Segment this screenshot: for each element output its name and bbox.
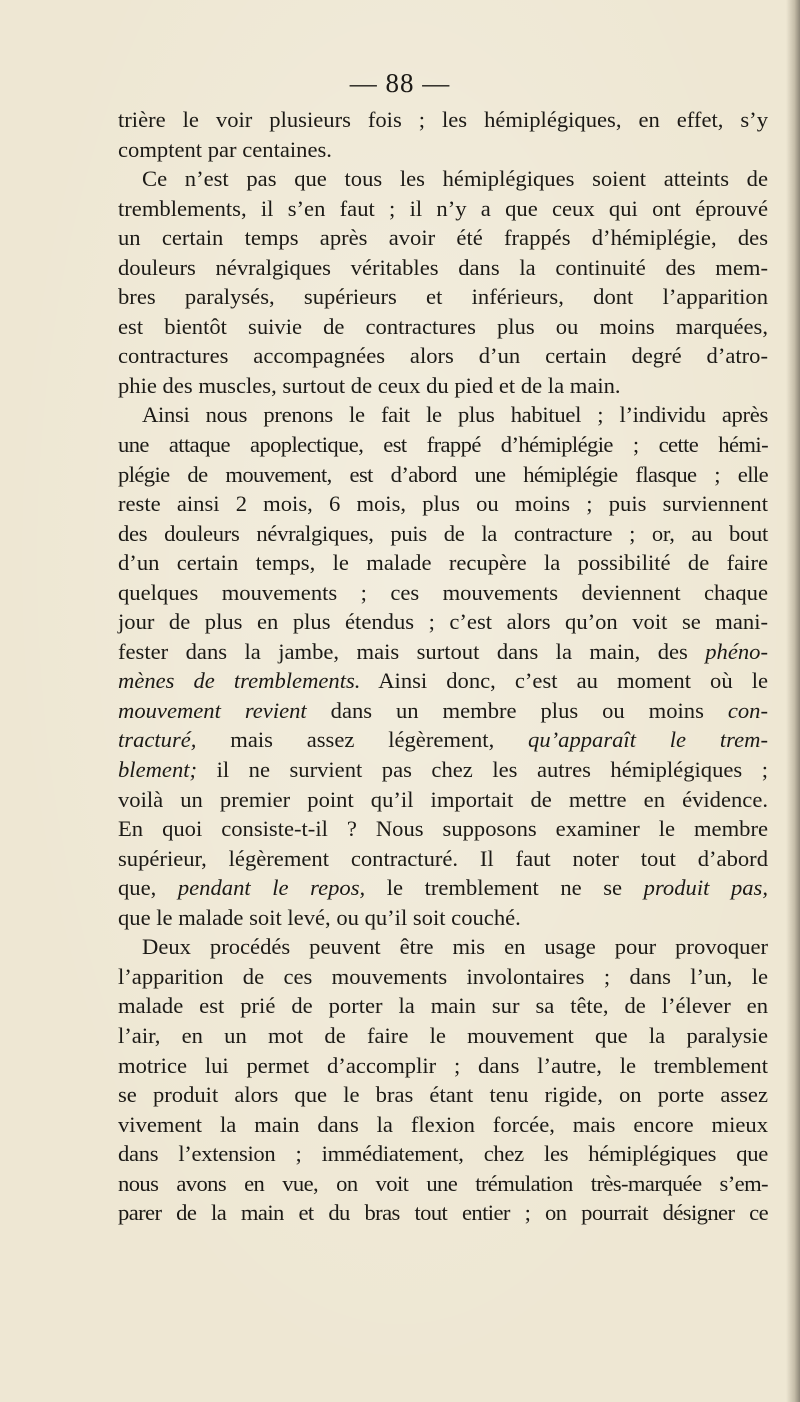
text-line: dans l’extension ; immédiatement, chez les hémiplégiques que: [118, 1141, 768, 1167]
text-line: comptent par centaines.: [118, 136, 332, 162]
page-number: — 88 —: [349, 68, 451, 98]
text-line: d’un certain temps, le malade recupère la possibilité de faire: [118, 550, 768, 576]
text-line: plégie de mouvement, est d’abord une hémiplégie flasque ; elle: [118, 461, 768, 487]
text-line: que le malade soit levé, ou qu’il soit couché.: [118, 904, 521, 930]
text-line: douleurs névralgiques véritables dans la continuité des mem-: [118, 254, 768, 280]
text-line: Deux procédés peuvent être mis en usage pour provoquer: [142, 934, 768, 960]
text-line: parer de la main et du bras tout entier ; on pourrait désigner ce: [118, 1200, 768, 1226]
italic-text: mènes de tremblements.: [118, 668, 361, 694]
body-text: [118, 105, 768, 1228]
text-line: se produit alors que le bras étant tenu rigide, on porte assez: [118, 1082, 768, 1108]
text-line: motrice lui permet d’accomplir ; dans l’autre, le tremblement: [118, 1052, 768, 1078]
text-line: des douleurs névralgiques, puis de la contracture ; or, au bout: [118, 520, 768, 546]
text-line: contractures accompagnées alors d’un certain degré d’atro-: [118, 343, 768, 369]
text-run: le tremblement ne se: [365, 875, 644, 901]
text-line: voilà un premier point qu’il importait de mettre en évidence.: [118, 786, 768, 812]
text-line: un certain temps après avoir été frappés d’hémiplégie, des: [118, 225, 768, 251]
text-line: quelques mouvements ; ces mouvements deviennent chaque: [118, 579, 768, 605]
text-line: [118, 725, 768, 755]
text-line: bres paralysés, supérieurs et inférieurs, dont l’apparition: [118, 284, 768, 310]
text-line: Ce n’est pas que tous les hémiplégiques soient atteints de: [142, 166, 768, 192]
italic-text: con-: [727, 697, 768, 723]
text-line: jour de plus en plus étendus ; c’est alors qu’on voit se mani-: [118, 609, 768, 635]
text-run: que,: [118, 875, 178, 901]
text-run: Ainsi donc, c’est au moment où le: [360, 668, 768, 694]
text-line: phie des muscles, surtout de ceux du pied et de la main.: [118, 372, 621, 398]
text-line: supérieur, légèrement contracturé. Il faut noter tout d’abord: [118, 845, 768, 871]
italic-text: phéno-: [705, 638, 768, 664]
italic-text: tracturé,: [118, 727, 197, 753]
page-edge-shadow: [786, 0, 800, 1402]
text-line: malade est prié de porter la main sur sa tête, de l’élever en: [118, 993, 768, 1019]
text-line: nous avons en vue, on voit une trémulation très-marquée s’em-: [118, 1170, 768, 1196]
italic-text: pendant le repos,: [177, 875, 366, 901]
text-line: vivement la main dans la flexion forcée, mais encore mieux: [118, 1111, 768, 1137]
text-line: trière le voir plusieurs fois ; les hémiplégiques, en effet, s’y: [118, 107, 768, 132]
text-line: tremblements, il s’en faut ; il n’y a que ceux qui ont éprouvé: [118, 195, 768, 221]
text-run: dans un membre plus ou moins: [306, 697, 728, 723]
text-run: mais assez légèrement,: [196, 727, 529, 753]
text-line: [118, 666, 768, 696]
italic-text: qu’apparaît le trem-: [528, 727, 768, 753]
text-line: une attaque apoplectique, est frappé d’hémiplégie ; cette hémi-: [118, 432, 768, 458]
italic-text: blement;: [118, 757, 198, 783]
italic-text: mouvement revient: [118, 697, 307, 723]
text-line: [118, 637, 768, 667]
text-line: Ainsi nous prenons le fait le plus habituel ; l’individu après: [142, 402, 768, 428]
text-run: il ne survient pas chez les autres hémiplégiques ;: [197, 757, 768, 783]
text-line: reste ainsi 2 mois, 6 mois, plus ou moins ; puis surviennent: [118, 491, 768, 517]
text-run: fester dans la jambe, mais surtout dans la main, des: [118, 638, 706, 664]
text-line: [118, 755, 768, 785]
text-line: est bientôt suivie de contractures plus ou moins marquées,: [118, 313, 768, 339]
text-line: l’apparition de ces mouvements involontaires ; dans l’un, le: [118, 963, 768, 989]
text-line: En quoi consiste-t-il ? Nous supposons examiner le membre: [118, 816, 768, 842]
text-line: l’air, en un mot de faire le mouvement que la paralysie: [118, 1022, 768, 1048]
text-line: [118, 696, 768, 726]
text-line: [118, 873, 768, 903]
italic-text: produit pas,: [643, 875, 768, 901]
